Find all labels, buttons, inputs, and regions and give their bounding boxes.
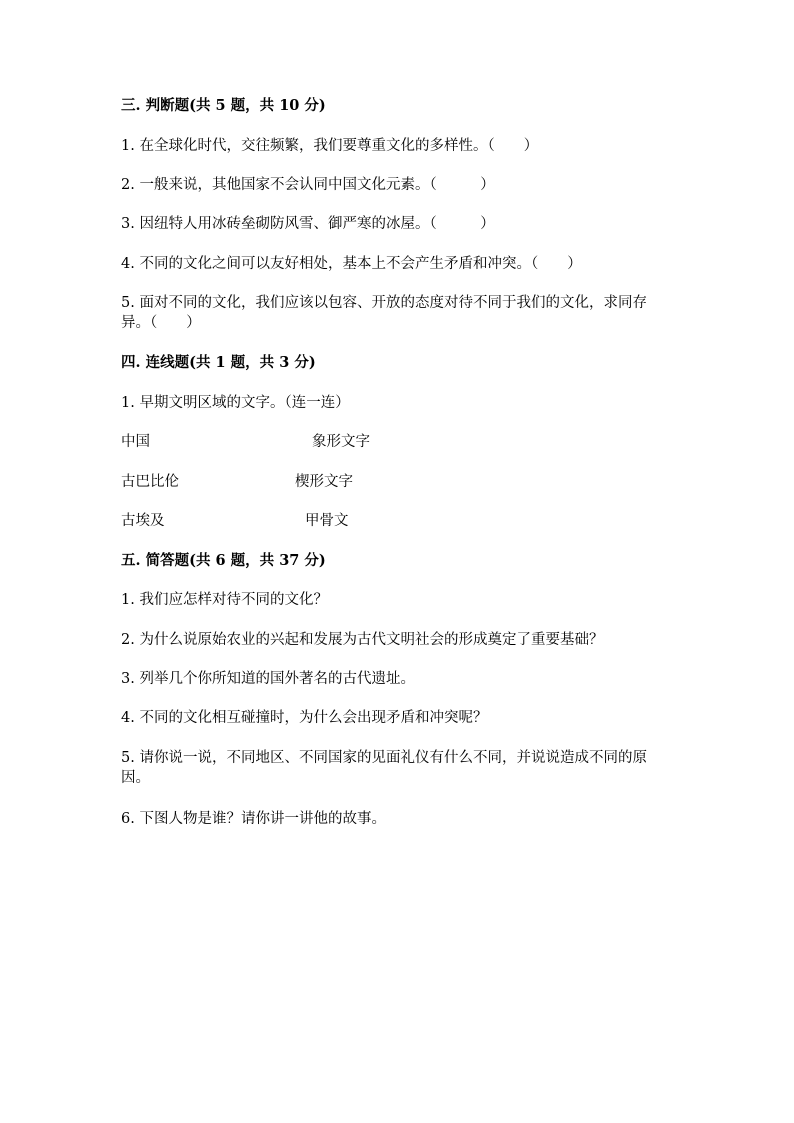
- matching-right-item-2: 楔形文字: [295, 474, 353, 490]
- judgment-question-2: 2. 一般来说，其他国家不会认同中国文化元素。（ ）: [121, 177, 495, 193]
- short-answer-question-1: 1. 我们应怎样对待不同的文化？: [121, 592, 328, 608]
- short-answer-question-4: 4. 不同的文化相互碰撞时，为什么会出现矛盾和冲突呢？: [121, 710, 488, 726]
- matching-left-item-2: 古巴比伦: [121, 474, 179, 490]
- matching-right-item-1: 象形文字: [312, 434, 370, 450]
- matching-left-item-3: 古埃及: [121, 513, 165, 529]
- matching-left-item-1: 中国: [121, 434, 150, 450]
- section-5-heading: 五. 简答题(共 6 题，共 37 分): [121, 552, 326, 569]
- short-answer-question-5: 5. 请你说一说，不同地区、不同国家的见面礼仪有什么不同，并说说造成不同的原因。: [121, 750, 647, 786]
- judgment-question-5: 5. 面对不同的文化，我们应该以包容、开放的态度对待不同于我们的文化，求同存异。（ ）: [121, 295, 647, 331]
- short-answer-question-2: 2. 为什么说原始农业的兴起和发展为古代文明社会的形成奠定了重要基础？: [121, 632, 604, 648]
- judgment-question-4: 4. 不同的文化之间可以友好相处，基本上不会产生矛盾和冲突。（ ）: [121, 256, 582, 272]
- section-3-heading: 三. 判断题(共 5 题，共 10 分): [121, 97, 326, 114]
- section-4-heading: 四. 连线题(共 1 题，共 3 分): [121, 354, 316, 371]
- matching-question-1: 1. 早期文明区域的文字。（连一连）: [121, 395, 350, 411]
- short-answer-question-6: 6. 下图人物是谁？请你讲一讲他的故事。: [121, 811, 386, 827]
- short-answer-question-3: 3. 列举几个你所知道的国外著名的古代遗址。: [121, 671, 415, 687]
- judgment-question-3: 3. 因纽特人用冰砖垒砌防风雪、御严寒的冰屋。（ ）: [121, 216, 495, 232]
- judgment-question-1: 1. 在全球化时代，交往频繁，我们要尊重文化的多样性。（ ）: [121, 138, 539, 154]
- matching-right-item-3: 甲骨文: [305, 513, 349, 529]
